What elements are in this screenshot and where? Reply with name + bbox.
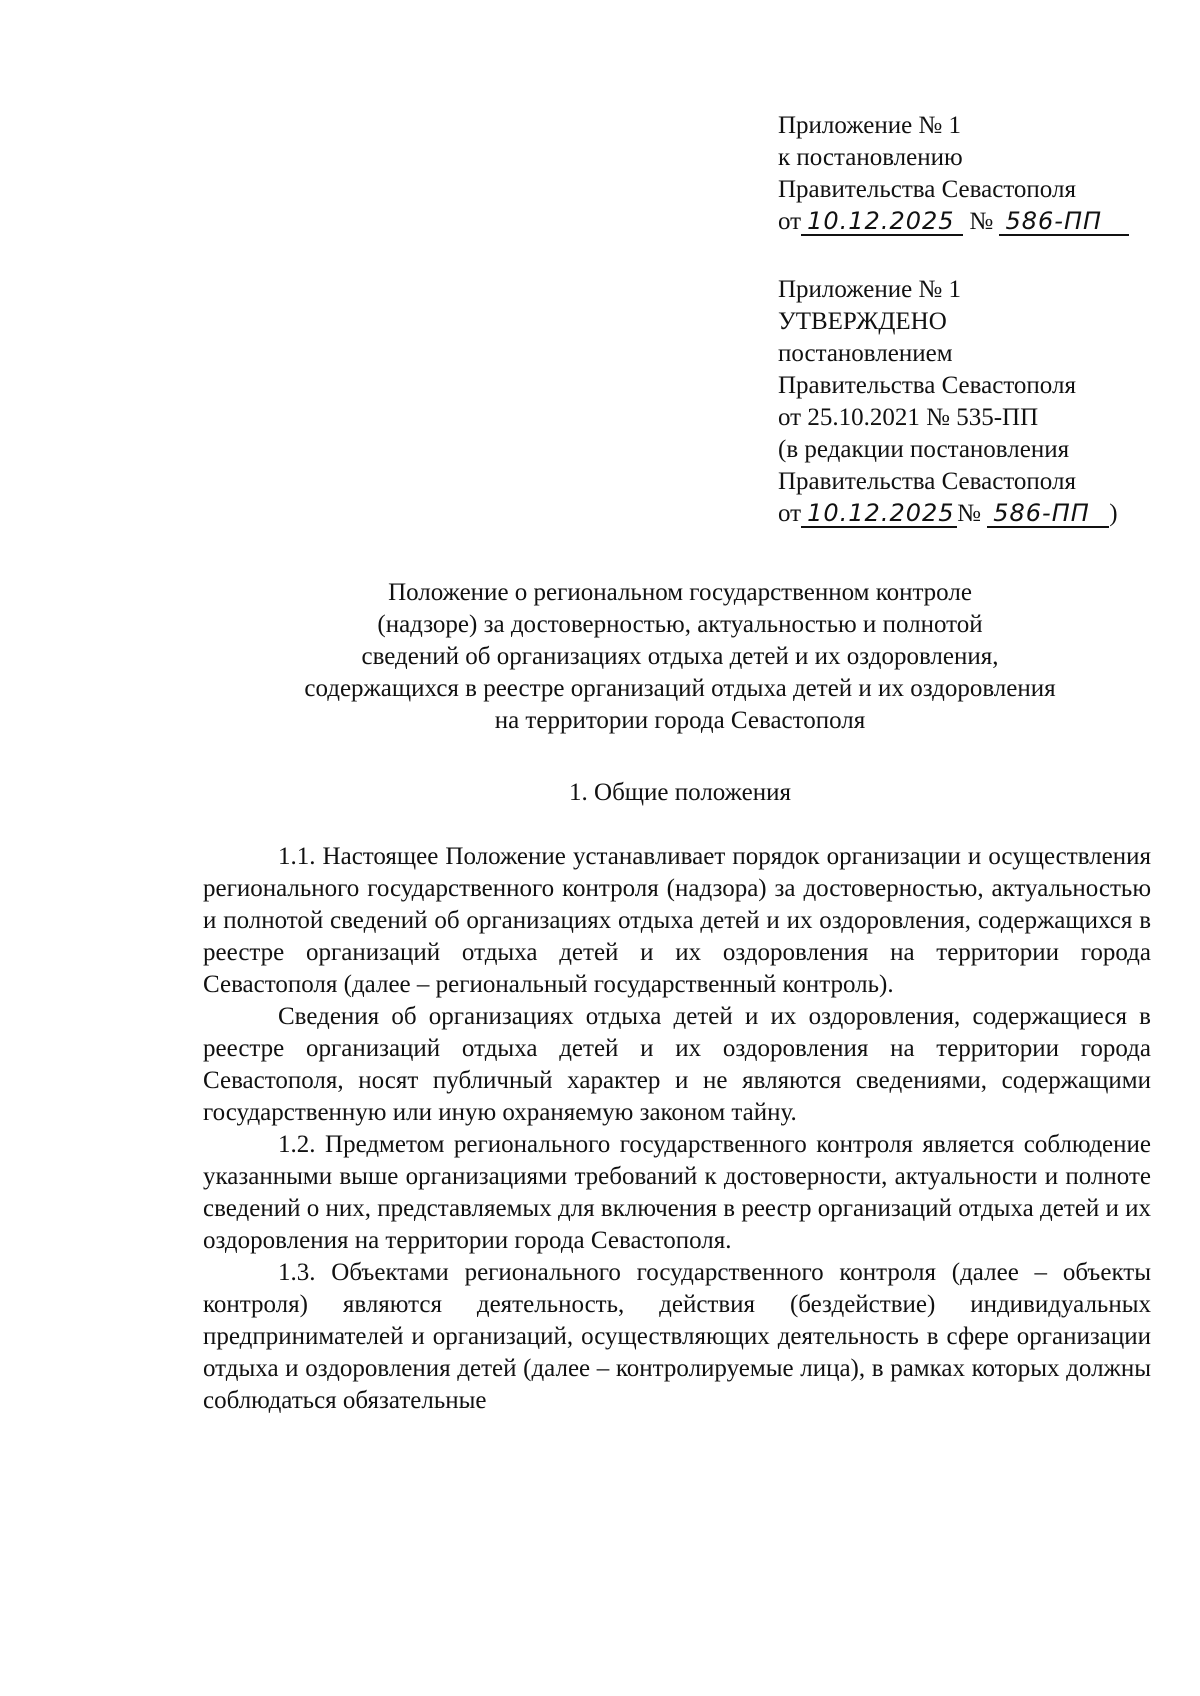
paragraph-1-1: 1.1. Настоящее Положение устанавливает порядок организации и осуществления регионального государственного контроля (надзора) за достоверностью, актуальностью и полнотой сведений об организациях отдыха детей и их оздоровления, содержащихся в реестре организаций отдыха детей и их оздоровления на территории города Севастополя (далее – региональный государственный контроль). (203, 843, 1151, 998)
annex-previous-handwritten-date: 10.12.2025 (801, 500, 957, 528)
annex-current-line2: к постановлению (778, 144, 963, 171)
title-line4: содержащихся в реестре организаций отдыха детей и их оздоровления (304, 675, 1056, 702)
annex-previous-line1: Приложение № 1 (778, 276, 962, 303)
annex-previous-block (778, 274, 1178, 530)
paragraph-1-1-continued: Сведения об организациях отдыха детей и их оздоровления, содержащиеся в реестре организаций отдыха детей и их оздоровления на территории города Севастополя, носят публичный характер и не являются сведениями, содержащими государственную или иную охраняемую законом тайну. (203, 1003, 1151, 1126)
document-title (150, 577, 1200, 737)
annex-current-line1: Приложение № 1 (778, 112, 962, 139)
annex-previous-date-line (778, 498, 1178, 530)
title-line2: (надзоре) за достоверностью, актуальностью и полнотой (377, 611, 983, 638)
annex-current-block (778, 110, 1178, 238)
title-line5: на территории города Севастополя (494, 707, 866, 734)
annex-previous-closing-paren: ) (1109, 500, 1118, 527)
annex-current-handwritten-number: 586-ПП (999, 208, 1129, 236)
annex-previous-line3: постановлением (778, 340, 953, 367)
annex-current-line3: Правительства Севастополя (778, 176, 1076, 203)
annex-previous-line6: (в редакции постановления (778, 436, 1070, 463)
section-heading: 1. Общие положения (569, 779, 791, 806)
title-line1: Положение о региональном государственном контроле (388, 579, 972, 606)
annex-previous-number-label: № (957, 500, 981, 527)
paragraph-1-2: 1.2. Предметом регионального государственного контроля является соблюдение указанными выше организациями требований к достоверности, актуальности и полноте сведений о них, представляемых для включения в реестр организаций отдыха детей и их оздоровления на территории города Севастополя. (203, 1131, 1151, 1254)
annex-previous-line2: УТВЕРЖДЕНО (778, 308, 947, 335)
annex-previous-line4: Правительства Севастополя (778, 372, 1076, 399)
annex-previous-line7: Правительства Севастополя (778, 468, 1076, 495)
annex-previous-from-label: от (778, 500, 802, 527)
annex-current-number-label: № (969, 208, 994, 235)
paragraph-1-3: 1.3. Объектами регионального государственного контроля (далее – объекты контроля) являются деятельность, действия (бездействие) индивидуальных предпринимателей и организаций, осуществляющих деятельность в сфере организации отдыха и оздоровления детей (далее – контролируемые лица), в рамках которых должны соблюдаться обязательные (203, 1259, 1151, 1414)
section-body (203, 841, 1151, 1417)
title-line3: сведений об организациях отдыха детей и их оздоровления, (361, 643, 999, 670)
annex-current-handwritten-date: 10.12.2025 (801, 208, 963, 236)
annex-previous-handwritten-number: 586-ПП (987, 500, 1109, 528)
annex-current-from-label: от (778, 208, 802, 235)
annex-current-date-line (778, 206, 1178, 238)
annex-previous-line5: от 25.10.2021 № 535-ПП (778, 404, 1039, 431)
